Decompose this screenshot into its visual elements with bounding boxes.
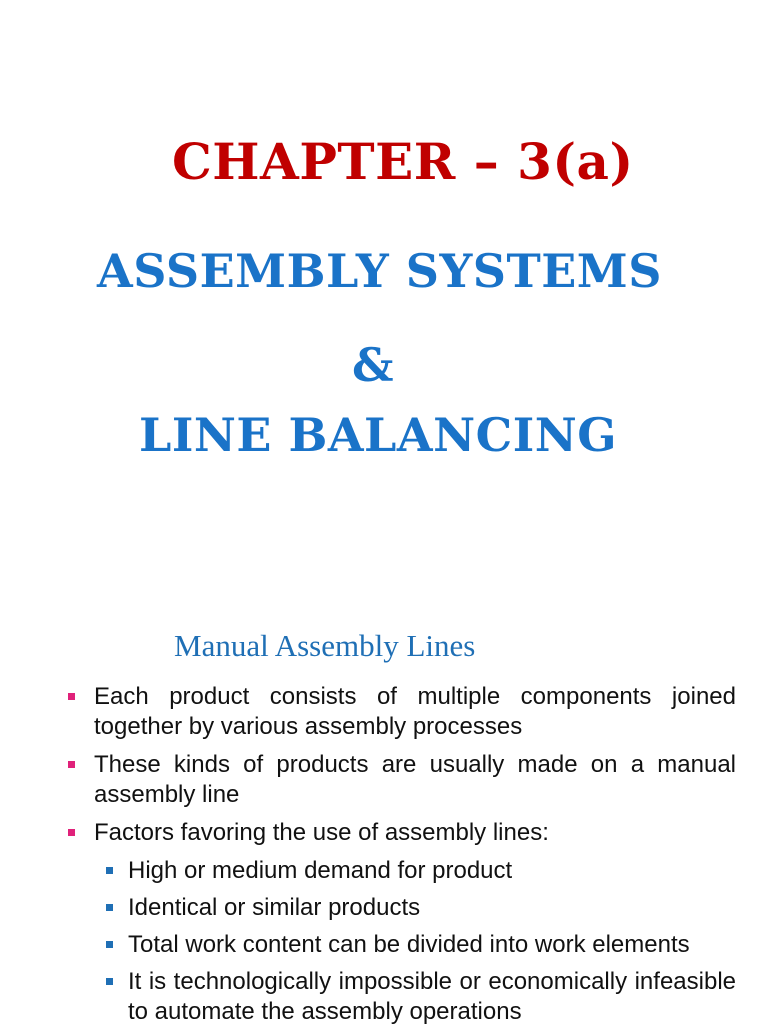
sub-bullet-text: High or medium demand for product xyxy=(128,857,513,884)
bullet-text: Each product consists of multiple components joined together by various assembly processes xyxy=(94,683,736,740)
sub-bullet-item xyxy=(60,893,736,923)
sub-bullet-item xyxy=(60,856,736,886)
square-bullet-icon xyxy=(106,904,113,911)
sub-bullet-text: It is technologically impossible or economically infeasible to automate the assembly operations xyxy=(128,968,736,1025)
heading-assembly-systems: ASSEMBLY SYSTEMS xyxy=(97,244,662,298)
square-bullet-icon xyxy=(106,941,113,948)
heading-line-balancing: LINE BALANCING xyxy=(139,408,618,462)
square-bullet-icon xyxy=(68,829,75,836)
bullet-item xyxy=(60,818,736,848)
bullet-text: Factors favoring the use of assembly lines: xyxy=(94,819,549,846)
heading-ampersand: & xyxy=(352,338,394,392)
square-bullet-icon xyxy=(106,867,113,874)
square-bullet-icon xyxy=(68,693,75,700)
bullet-item xyxy=(60,750,736,810)
square-bullet-icon xyxy=(106,978,113,985)
sub-bullet-text: Identical or similar products xyxy=(128,894,421,921)
sub-bullet-item xyxy=(60,930,736,960)
chapter-title: CHAPTER – 3(a) xyxy=(172,132,634,191)
bullet-list xyxy=(60,682,736,1034)
bullet-text: These kinds of products are usually made on a manual assembly line xyxy=(94,751,736,808)
square-bullet-icon xyxy=(68,761,75,768)
section-title: Manual Assembly Lines xyxy=(174,628,476,663)
sub-bullet-item xyxy=(60,967,736,1027)
bullet-item xyxy=(60,682,736,742)
sub-bullet-text: Total work content can be divided into work elements xyxy=(128,931,690,958)
